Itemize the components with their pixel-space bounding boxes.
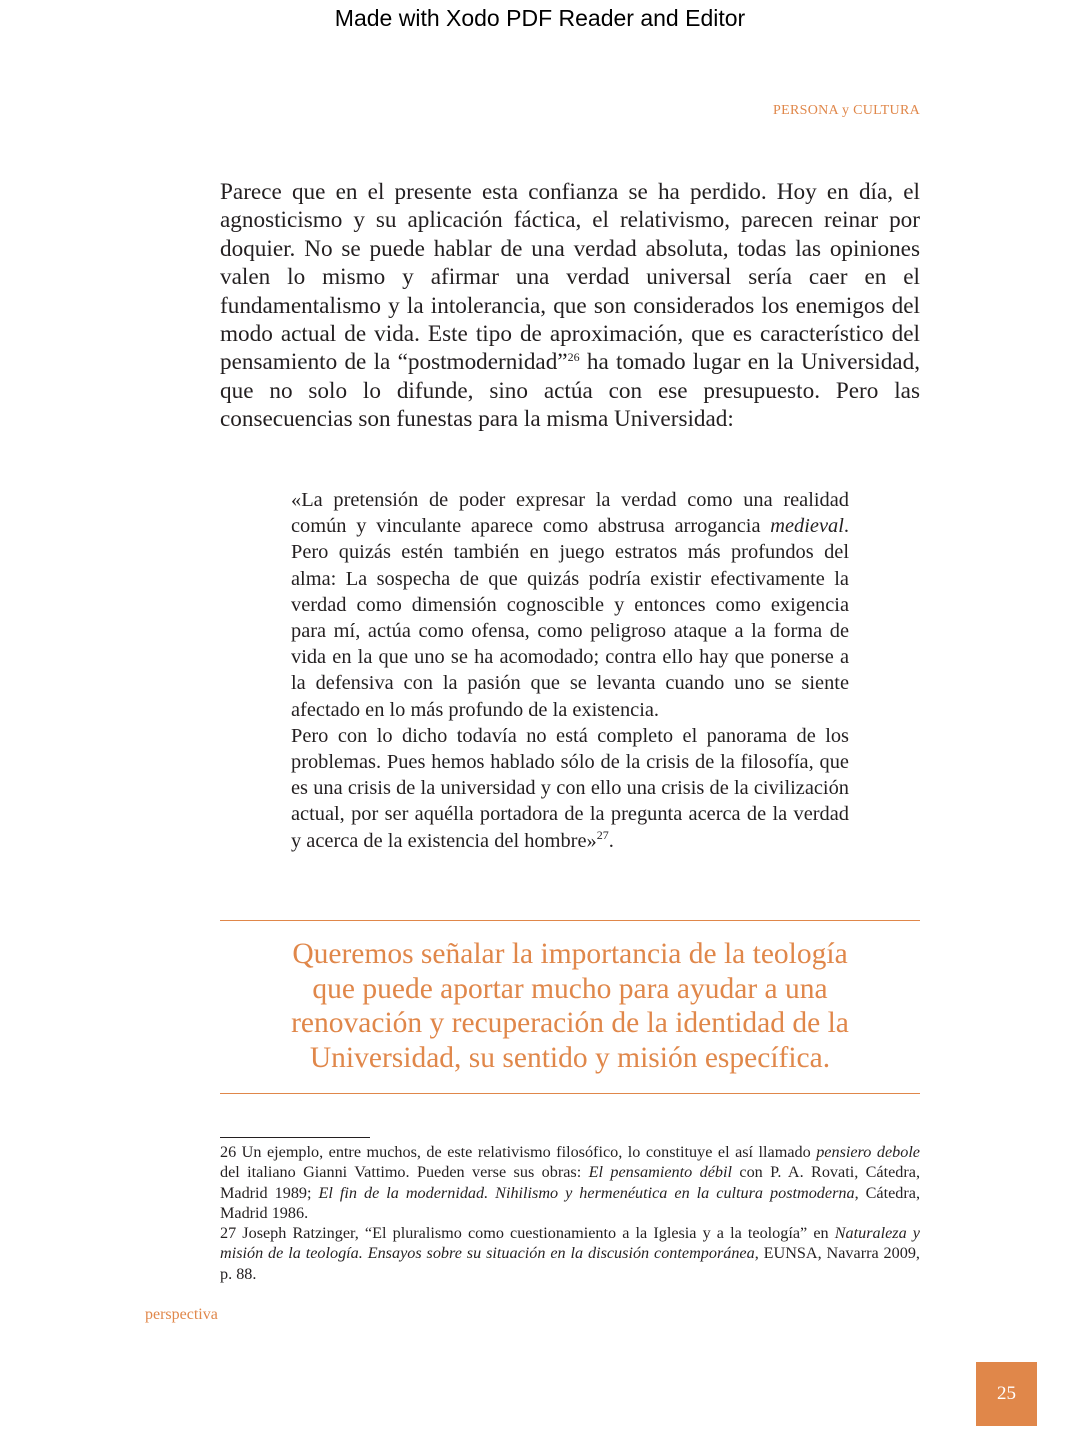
footnote-26 [220,1142,920,1223]
footnote-ref-26[interactable]: 26 [567,350,580,365]
block-quote [291,487,849,854]
quote-text-2: Pero con lo dicho todavía no está completo el panorama de los problemas. Pues hemos hablado sólo de la crisis de la filosofía, que es una crisis de la universidad y con ello una crisis de la civilización actual, por ser aquélla portadora de la pregunta acerca de la verdad y acerca de la existencia del hombre» [291,724,849,852]
quote-paragraph-2 [291,723,849,854]
watermark-banner: Made with Xodo PDF Reader and Editor [334,5,746,31]
footnote-title: El fin de la modernidad. Nihilismo y hermenéutica en la cultura postmoderna [318,1183,855,1202]
quote-text-continued: . Pero quizás estén también en juego estratos más profundos del alma: La sospecha de que quizás podría existir efectivamente la verdad como dimensión cognoscible y entonces como exigencia para mí, actúa como ofensa, como peligroso ataque a la forma de vida en la que uno se ha acomodado; contra ello hay que ponerse a la defensiva con la pasión que se levanta cuando uno se siente afectado en lo más profundo de la existencia. [291,515,849,721]
footnote-text: con P. A. Rovati, Cátedra, Madrid 1989; [220,1163,921,1202]
footer-label: perspectiva [145,1306,218,1323]
quote-paragraph-1 [291,487,849,723]
pull-quote-line: Queremos señalar la importancia de la teología [292,938,848,970]
footnote-title: Naturaleza y misión de la teología. Ensayos sobre su situación en la discusión contemporánea [220,1224,920,1263]
footnote-separator [220,1137,370,1138]
footnote-text: 27 Joseph Ratzinger, “El pluralismo como cuestionamiento a la Iglesia y a la teología” en [220,1224,835,1243]
footnote-title: El pensamiento débil [588,1163,732,1182]
pull-quote-top-rule [220,920,920,921]
body-text: Parece que en el presente esta confianza se ha perdido. Hoy en día, el agnosticismo y su aplicación fáctica, el relativismo, parecen reinar por doquier. No se puede hablar de una verdad absoluta, todas las opiniones valen lo mismo y afirmar una verdad universal sería caer en el fundamentalismo y la intolerancia, que son considerados los enemigos del modo actual de vida. Este tipo de aproximación, que es característico del pensamiento de la “postmodernidad” [220,179,920,376]
footnotes [220,1142,920,1284]
footnote-text: del italiano Gianni Vattimo. Pueden verse sus obras: [220,1163,589,1182]
body-text-continued: ha tomado lugar en la Universidad, que no solo lo difunde, sino actúa con ese presupuesto. Pero las consecuencias son funestas para la misma Universidad: [220,349,920,433]
pull-quote-line: que puede aportar mucho para ayudar a una [312,972,828,1005]
pull-quote-bottom-rule [220,1093,920,1094]
footnote-text: 26 Un ejemplo, entre muchos, de este relativismo filosófico, lo constituye el así llamado [220,1143,817,1161]
footnote-text: , Cátedra, Madrid 1986. [220,1183,920,1222]
pull-quote [220,937,920,1075]
quote-emphasis: medieval [770,515,844,538]
pull-quote-line: Universidad, su sentido y misión específica. [309,1041,831,1074]
quote-end-punctuation: . [608,829,614,852]
footnote-27 [220,1223,920,1284]
footnote-text: , EUNSA, Navarra 2009, p. 88. [220,1244,920,1283]
footnote-title: pensiero debole [816,1143,920,1161]
body-paragraph [220,178,920,434]
quote-text: «La pretensión de poder expresar la verdad como una realidad común y vinculante aparece como abstrusa arrogancia [291,489,849,538]
page-number: 25 [976,1362,1037,1426]
running-head: PERSONA y CULTURA [773,103,920,118]
footnote-ref-27[interactable]: 27 [596,827,609,842]
pull-quote-line: renovación y recuperación de la identidad de la [291,1007,849,1039]
